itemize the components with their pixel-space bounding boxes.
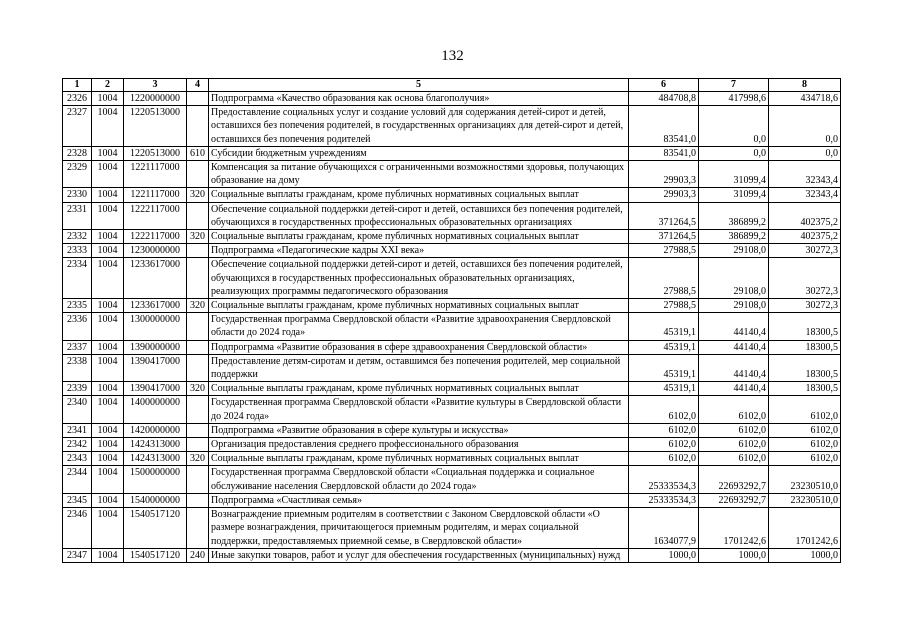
row-number-cell: 2329 (63, 161, 92, 188)
expense-type-cell (187, 423, 209, 437)
name-cell: Предоставление социальных услуг и создание условий для содержания детей-сирот и детей, оставшихся без попечения родителей, в государственных организациях для детей-сирот и детей, оставшихся без попечения родителей (209, 106, 629, 147)
amount-2-cell: 22693292,7 (699, 466, 769, 493)
name-cell: Подпрограмма «Развитие образования в сфере здравоохранения Свердловской области» (209, 340, 629, 354)
header-col-1: 1 (63, 79, 92, 92)
amount-3-cell: 30272,3 (769, 258, 841, 299)
table-row (63, 188, 841, 202)
table-row (63, 146, 841, 160)
target-code-cell: 1390000000 (124, 340, 187, 354)
name-cell: Подпрограмма «Качество образования как основа благополучия» (209, 92, 629, 106)
section-code-cell: 1004 (92, 382, 124, 396)
table-row (63, 161, 841, 188)
amount-1-cell: 371264,5 (629, 230, 699, 244)
row-number-cell: 2334 (63, 258, 92, 299)
page-number: 132 (441, 48, 464, 64)
header-row (63, 79, 841, 92)
target-code-cell: 1540000000 (124, 493, 187, 507)
name-cell: Государственная программа Свердловской области «Социальная поддержка и социальное обслуживание населения Свердловской области до 2024 года» (209, 466, 629, 493)
row-number-cell: 2338 (63, 354, 92, 381)
target-code-cell: 1221117000 (124, 161, 187, 188)
target-code-cell: 1222117000 (124, 230, 187, 244)
section-code-cell: 1004 (92, 396, 124, 423)
name-cell: Обеспечение социальной поддержки детей-сирот и детей, оставшихся без попечения родителей, обучающихся в государственных профессиональных образовательных организациях (209, 202, 629, 229)
amount-1-cell: 29903,3 (629, 161, 699, 188)
name-cell: Социальные выплаты гражданам, кроме публичных нормативных социальных выплат (209, 188, 629, 202)
row-number-cell: 2346 (63, 508, 92, 549)
section-code-cell: 1004 (92, 106, 124, 147)
amount-2-cell: 44140,4 (699, 354, 769, 381)
amount-3-cell: 32343,4 (769, 161, 841, 188)
expense-type-cell (187, 92, 209, 106)
amount-2-cell: 417998,6 (699, 92, 769, 106)
expense-type-cell (187, 354, 209, 381)
header-col-6: 6 (629, 79, 699, 92)
expense-type-cell: 320 (187, 188, 209, 202)
table-row (63, 493, 841, 507)
name-cell: Компенсация за питание обучающихся с ограниченными возможностями здоровья, получающих образование на дому (209, 161, 629, 188)
name-cell: Предоставление детям-сиротам и детям, оставшимся без попечения родителей, мер социальной поддержки (209, 354, 629, 381)
amount-2-cell: 22693292,7 (699, 493, 769, 507)
amount-2-cell: 31099,4 (699, 161, 769, 188)
table-row (63, 230, 841, 244)
amount-2-cell: 386899,2 (699, 202, 769, 229)
amount-3-cell: 402375,2 (769, 202, 841, 229)
row-number-cell: 2341 (63, 423, 92, 437)
row-number-cell: 2340 (63, 396, 92, 423)
section-code-cell: 1004 (92, 438, 124, 452)
amount-1-cell: 484708,8 (629, 92, 699, 106)
expense-type-cell: 320 (187, 299, 209, 313)
row-number-cell: 2337 (63, 340, 92, 354)
amount-1-cell: 25333534,3 (629, 493, 699, 507)
section-code-cell: 1004 (92, 508, 124, 549)
amount-2-cell: 44140,4 (699, 382, 769, 396)
row-number-cell: 2326 (63, 92, 92, 106)
amount-2-cell: 0,0 (699, 106, 769, 147)
amount-3-cell: 18300,5 (769, 382, 841, 396)
header-col-7: 7 (699, 79, 769, 92)
amount-3-cell: 6102,0 (769, 452, 841, 466)
amount-2-cell: 1000,0 (699, 548, 769, 562)
amount-1-cell: 6102,0 (629, 452, 699, 466)
row-number-cell: 2345 (63, 493, 92, 507)
table-row (63, 466, 841, 493)
section-code-cell: 1004 (92, 493, 124, 507)
target-code-cell: 1420000000 (124, 423, 187, 437)
amount-3-cell: 23230510,0 (769, 493, 841, 507)
table-row (63, 313, 841, 340)
expense-type-cell (187, 313, 209, 340)
row-number-cell: 2333 (63, 244, 92, 258)
table-row (63, 354, 841, 381)
section-code-cell: 1004 (92, 354, 124, 381)
section-code-cell: 1004 (92, 313, 124, 340)
row-number-cell: 2331 (63, 202, 92, 229)
row-number-cell: 2342 (63, 438, 92, 452)
amount-2-cell: 29108,0 (699, 258, 769, 299)
amount-3-cell: 30272,3 (769, 244, 841, 258)
section-code-cell: 1004 (92, 258, 124, 299)
row-number-cell: 2327 (63, 106, 92, 147)
row-number-cell: 2330 (63, 188, 92, 202)
name-cell: Государственная программа Свердловской области «Развитие культуры в Свердловской области до 2024 года» (209, 396, 629, 423)
target-code-cell: 1230000000 (124, 244, 187, 258)
section-code-cell: 1004 (92, 452, 124, 466)
target-code-cell: 1222117000 (124, 202, 187, 229)
amount-2-cell: 29108,0 (699, 244, 769, 258)
row-number-cell: 2328 (63, 146, 92, 160)
section-code-cell: 1004 (92, 423, 124, 437)
amount-1-cell: 6102,0 (629, 423, 699, 437)
amount-1-cell: 371264,5 (629, 202, 699, 229)
amount-3-cell: 18300,5 (769, 313, 841, 340)
header-col-5: 5 (209, 79, 629, 92)
amount-1-cell: 83541,0 (629, 106, 699, 147)
amount-1-cell: 27988,5 (629, 299, 699, 313)
expense-type-cell: 320 (187, 452, 209, 466)
amount-2-cell: 1701242,6 (699, 508, 769, 549)
amount-1-cell: 29903,3 (629, 188, 699, 202)
expense-type-cell (187, 466, 209, 493)
expense-type-cell (187, 493, 209, 507)
expense-type-cell: 240 (187, 548, 209, 562)
expense-type-cell (187, 202, 209, 229)
section-code-cell: 1004 (92, 161, 124, 188)
table-body (63, 92, 841, 563)
amount-3-cell: 1000,0 (769, 548, 841, 562)
amount-3-cell: 402375,2 (769, 230, 841, 244)
amount-3-cell: 18300,5 (769, 354, 841, 381)
table-row (63, 106, 841, 147)
amount-1-cell: 6102,0 (629, 438, 699, 452)
amount-3-cell: 30272,3 (769, 299, 841, 313)
table-row (63, 382, 841, 396)
amount-3-cell: 18300,5 (769, 340, 841, 354)
row-number-cell: 2336 (63, 313, 92, 340)
amount-2-cell: 6102,0 (699, 452, 769, 466)
table-row (63, 258, 841, 299)
target-code-cell: 1400000000 (124, 396, 187, 423)
section-code-cell: 1004 (92, 244, 124, 258)
target-code-cell: 1424313000 (124, 452, 187, 466)
expense-type-cell: 320 (187, 382, 209, 396)
expense-type-cell (187, 161, 209, 188)
amount-3-cell: 6102,0 (769, 396, 841, 423)
expense-type-cell (187, 106, 209, 147)
expense-type-cell: 320 (187, 230, 209, 244)
target-code-cell: 1220513000 (124, 146, 187, 160)
expense-type-cell (187, 244, 209, 258)
header-col-3: 3 (124, 79, 187, 92)
target-code-cell: 1390417000 (124, 382, 187, 396)
table-row (63, 92, 841, 106)
row-number-cell: 2335 (63, 299, 92, 313)
expense-type-cell (187, 340, 209, 354)
table-row (63, 508, 841, 549)
target-code-cell: 1220513000 (124, 106, 187, 147)
row-number-cell: 2332 (63, 230, 92, 244)
target-code-cell: 1500000000 (124, 466, 187, 493)
amount-1-cell: 27988,5 (629, 244, 699, 258)
amount-1-cell: 6102,0 (629, 396, 699, 423)
table-row (63, 423, 841, 437)
amount-3-cell: 23230510,0 (769, 466, 841, 493)
target-code-cell: 1424313000 (124, 438, 187, 452)
name-cell: Социальные выплаты гражданам, кроме публичных нормативных социальных выплат (209, 452, 629, 466)
amount-3-cell: 32343,4 (769, 188, 841, 202)
amount-1-cell: 45319,1 (629, 340, 699, 354)
section-code-cell: 1004 (92, 548, 124, 562)
name-cell: Подпрограмма «Счастливая семья» (209, 493, 629, 507)
amount-2-cell: 44140,4 (699, 313, 769, 340)
name-cell: Социальные выплаты гражданам, кроме публичных нормативных социальных выплат (209, 230, 629, 244)
target-code-cell: 1540517120 (124, 548, 187, 562)
expense-type-cell (187, 508, 209, 549)
amount-2-cell: 386899,2 (699, 230, 769, 244)
target-code-cell: 1221117000 (124, 188, 187, 202)
name-cell: Вознаграждение приемным родителям в соответствии с Законом Свердловской области «О размере вознаграждения, причитающегося приемным родителям, и мерах социальной поддержки, предоставляемых приемной семье, в Свердловской области» (209, 508, 629, 549)
amount-2-cell: 44140,4 (699, 340, 769, 354)
section-code-cell: 1004 (92, 230, 124, 244)
amount-1-cell: 83541,0 (629, 146, 699, 160)
table-row (63, 340, 841, 354)
name-cell: Государственная программа Свердловской области «Развитие здравоохранения Свердловской области до 2024 года» (209, 313, 629, 340)
header-col-2: 2 (92, 79, 124, 92)
amount-1-cell: 45319,1 (629, 354, 699, 381)
budget-table (62, 78, 841, 563)
amount-3-cell: 434718,6 (769, 92, 841, 106)
amount-3-cell: 0,0 (769, 106, 841, 147)
target-code-cell: 1233617000 (124, 299, 187, 313)
amount-2-cell: 6102,0 (699, 423, 769, 437)
expense-type-cell (187, 396, 209, 423)
table-row (63, 396, 841, 423)
amount-1-cell: 1634077,9 (629, 508, 699, 549)
amount-2-cell: 29108,0 (699, 299, 769, 313)
expense-type-cell (187, 438, 209, 452)
row-number-cell: 2343 (63, 452, 92, 466)
name-cell: Иные закупки товаров, работ и услуг для обеспечения государственных (муниципальных) нужд (209, 548, 629, 562)
table-row (63, 244, 841, 258)
expense-type-cell: 610 (187, 146, 209, 160)
section-code-cell: 1004 (92, 146, 124, 160)
section-code-cell: 1004 (92, 92, 124, 106)
table-row (63, 299, 841, 313)
amount-3-cell: 6102,0 (769, 423, 841, 437)
amount-2-cell: 31099,4 (699, 188, 769, 202)
name-cell: Обеспечение социальной поддержки детей-сирот и детей, оставшихся без попечения родителей, обучающихся в государственных профессиональных образовательных организациях, реализующих программы педагогического образования (209, 258, 629, 299)
target-code-cell: 1300000000 (124, 313, 187, 340)
amount-3-cell: 6102,0 (769, 438, 841, 452)
target-code-cell: 1220000000 (124, 92, 187, 106)
table-row (63, 202, 841, 229)
amount-2-cell: 0,0 (699, 146, 769, 160)
name-cell: Организация предоставления среднего профессионального образования (209, 438, 629, 452)
table-row (63, 452, 841, 466)
name-cell: Социальные выплаты гражданам, кроме публичных нормативных социальных выплат (209, 299, 629, 313)
amount-2-cell: 6102,0 (699, 438, 769, 452)
row-number-cell: 2347 (63, 548, 92, 562)
amount-3-cell: 0,0 (769, 146, 841, 160)
header-col-8: 8 (769, 79, 841, 92)
section-code-cell: 1004 (92, 202, 124, 229)
amount-1-cell: 1000,0 (629, 548, 699, 562)
section-code-cell: 1004 (92, 188, 124, 202)
amount-1-cell: 27988,5 (629, 258, 699, 299)
target-code-cell: 1390417000 (124, 354, 187, 381)
name-cell: Подпрограмма «Развитие образования в сфере культуры и искусства» (209, 423, 629, 437)
expense-type-cell (187, 258, 209, 299)
table-row (63, 438, 841, 452)
amount-1-cell: 25333534,3 (629, 466, 699, 493)
target-code-cell: 1540517120 (124, 508, 187, 549)
row-number-cell: 2339 (63, 382, 92, 396)
amount-3-cell: 1701242,6 (769, 508, 841, 549)
target-code-cell: 1233617000 (124, 258, 187, 299)
amount-1-cell: 45319,1 (629, 382, 699, 396)
section-code-cell: 1004 (92, 340, 124, 354)
section-code-cell: 1004 (92, 299, 124, 313)
row-number-cell: 2344 (63, 466, 92, 493)
name-cell: Субсидии бюджетным учреждениям (209, 146, 629, 160)
section-code-cell: 1004 (92, 466, 124, 493)
table-row (63, 548, 841, 562)
amount-1-cell: 45319,1 (629, 313, 699, 340)
name-cell: Подпрограмма «Педагогические кадры XXI века» (209, 244, 629, 258)
name-cell: Социальные выплаты гражданам, кроме публичных нормативных социальных выплат (209, 382, 629, 396)
amount-2-cell: 6102,0 (699, 396, 769, 423)
header-col-4: 4 (187, 79, 209, 92)
